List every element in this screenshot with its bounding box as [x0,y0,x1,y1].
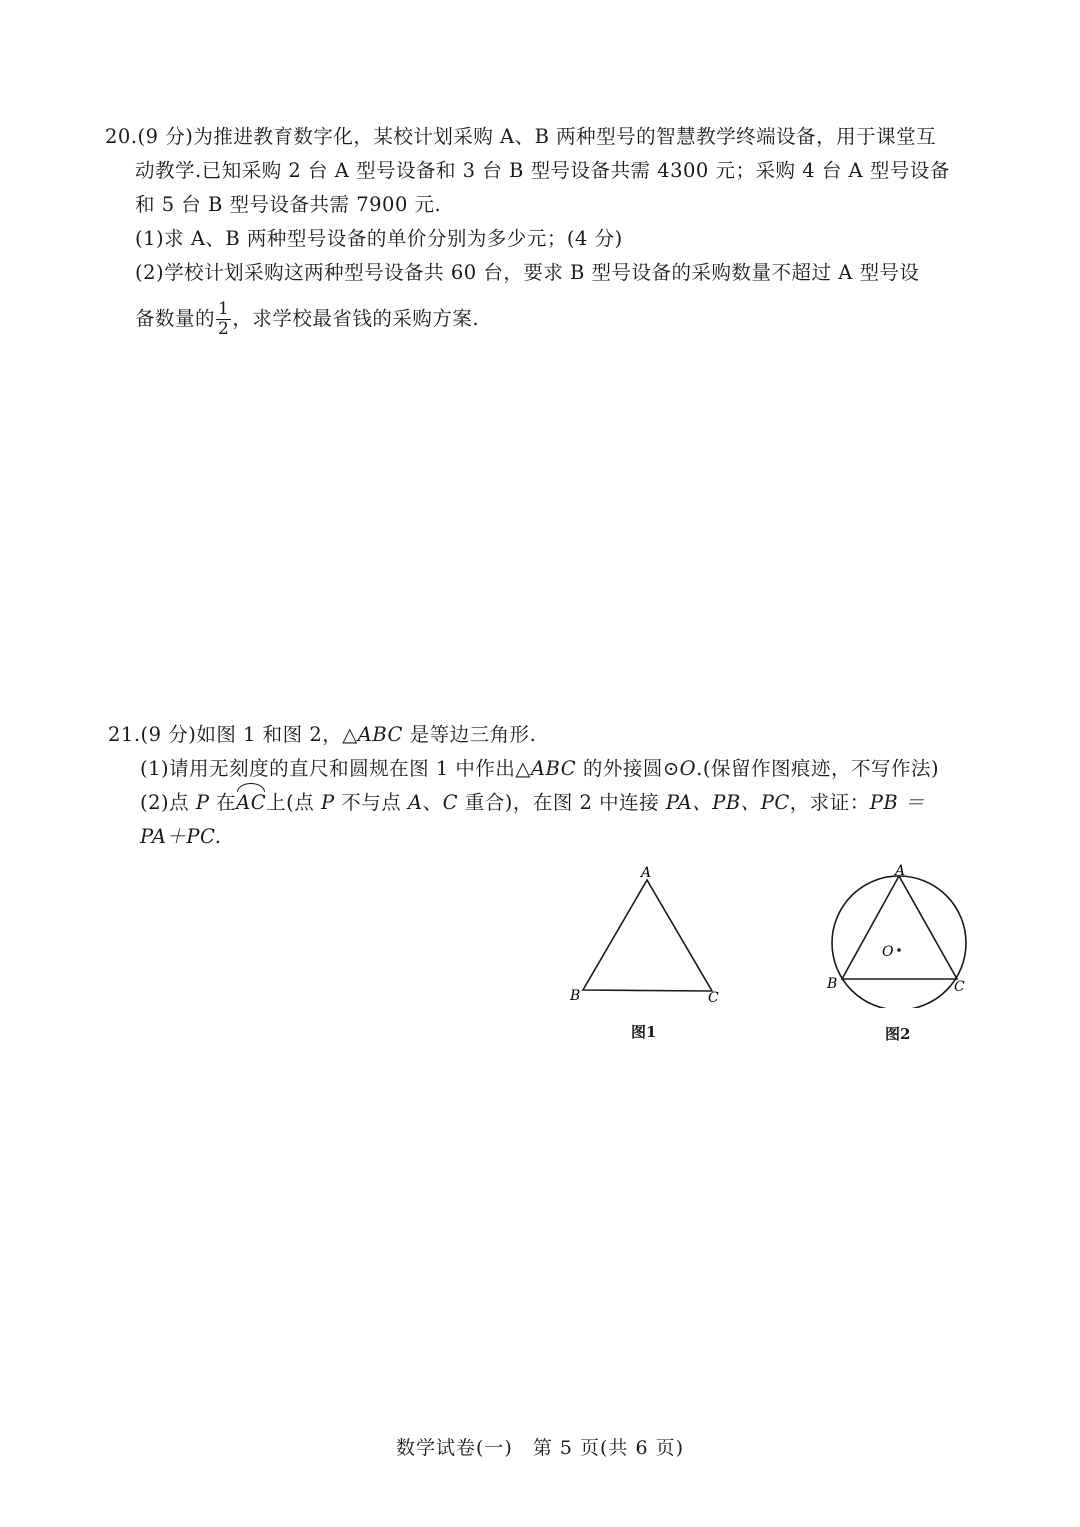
q21-p2-point-a: A [408,791,423,814]
q21-p1-post: .(保留作图痕迹，不写作法) [696,757,940,780]
q21-p2-h: ，求证： [789,791,870,814]
fig2-label-a: A [895,863,906,879]
q20-part2-line2 [105,300,950,339]
q21-p2-b: 在 [209,791,237,814]
q21-p2-point-c: C [442,791,459,814]
triangle-abc [583,880,712,991]
fraction-one-half [216,300,231,339]
q20-part2-post: ，求学校最省钱的采购方案. [232,307,480,330]
q21-line1 [108,718,939,752]
q21-part1 [108,752,939,786]
q20-line2: 动教学.已知采购 2 台 A 型号设备和 3 台 B 型号设备共需 4300 元；采购 4 台 A 型号设备 [135,159,950,182]
q21-p2-e: 、 [422,791,443,814]
fraction-numerator: 1 [218,299,230,319]
page-footer: 数学试卷(一) 第 5 页(共 6 页) [396,1437,684,1459]
question-20 [105,120,950,339]
q20-part2-line1: (2)学校计划采购这两种型号设备共 60 台，要求 B 型号设备的采购数量不超过 A 型号设 [135,261,920,284]
fig1-label-c: C [708,990,719,1006]
q21-p2-f: 重合)，在图 2 中连接 [458,791,666,814]
q21-part2-line2 [108,820,939,854]
center-o-dot [897,948,901,952]
q21-p2-c: 上(点 [266,791,321,814]
fig1-label-b: B [570,988,581,1004]
q21-p1-mid: 的外接圆⊙ [576,757,680,780]
circumcircle [832,876,966,1008]
q21-p2-d: 不与点 [334,791,409,814]
triangle-abc [842,876,957,979]
q21-part2-line1 [108,786,939,820]
q21-p2-line2: PA＋PC. [140,825,222,848]
q21-p1-pre: (1)请用无刻度的直尺和圆规在图 1 中作出△ [140,757,531,780]
q21-line1-pre: 21.(9 分)如图 1 和图 2，△ [108,723,358,746]
q21-p2-segments: PA、PB、PC [665,791,790,814]
q20-part2-pre: 备数量的 [135,307,216,330]
figure-2-circle-triangle [820,858,980,1008]
q21-p2-a: (2)点 [140,791,196,814]
q21-line1-post: 是等边三角形. [402,723,537,746]
figure-2-caption: 图2 [885,1025,911,1043]
q20-part1: (1)求 A、B 两种型号设备的单价分别为多少元；(4 分) [135,227,623,250]
q20-line1: 20.(9 分)为推进教育数字化，某校计划采购 A、B 两种型号的智慧教学终端设备，用于课堂互 [105,125,937,148]
fig2-label-b: B [827,976,838,992]
fig2-label-o: O [882,944,894,960]
fig1-label-a: A [641,865,652,881]
figure-1-triangle [560,860,740,1010]
q21-p1-triangle: ABC [530,757,577,780]
q20-line3: 和 5 台 B 型号设备共需 7900 元. [135,193,442,216]
fig2-label-c: C [954,979,965,995]
q21-p2-i: PB ＝ [869,791,925,814]
fraction-denominator: 2 [218,319,230,339]
q21-p2-p2: P [320,791,335,814]
q21-p1-o: O [679,757,697,780]
q21-p2-p: P [195,791,210,814]
q21-triangle-name: ABC [357,723,403,746]
arc-ac: AC [236,786,266,820]
question-21 [108,718,939,854]
figure-1-caption: 图1 [631,1023,657,1041]
